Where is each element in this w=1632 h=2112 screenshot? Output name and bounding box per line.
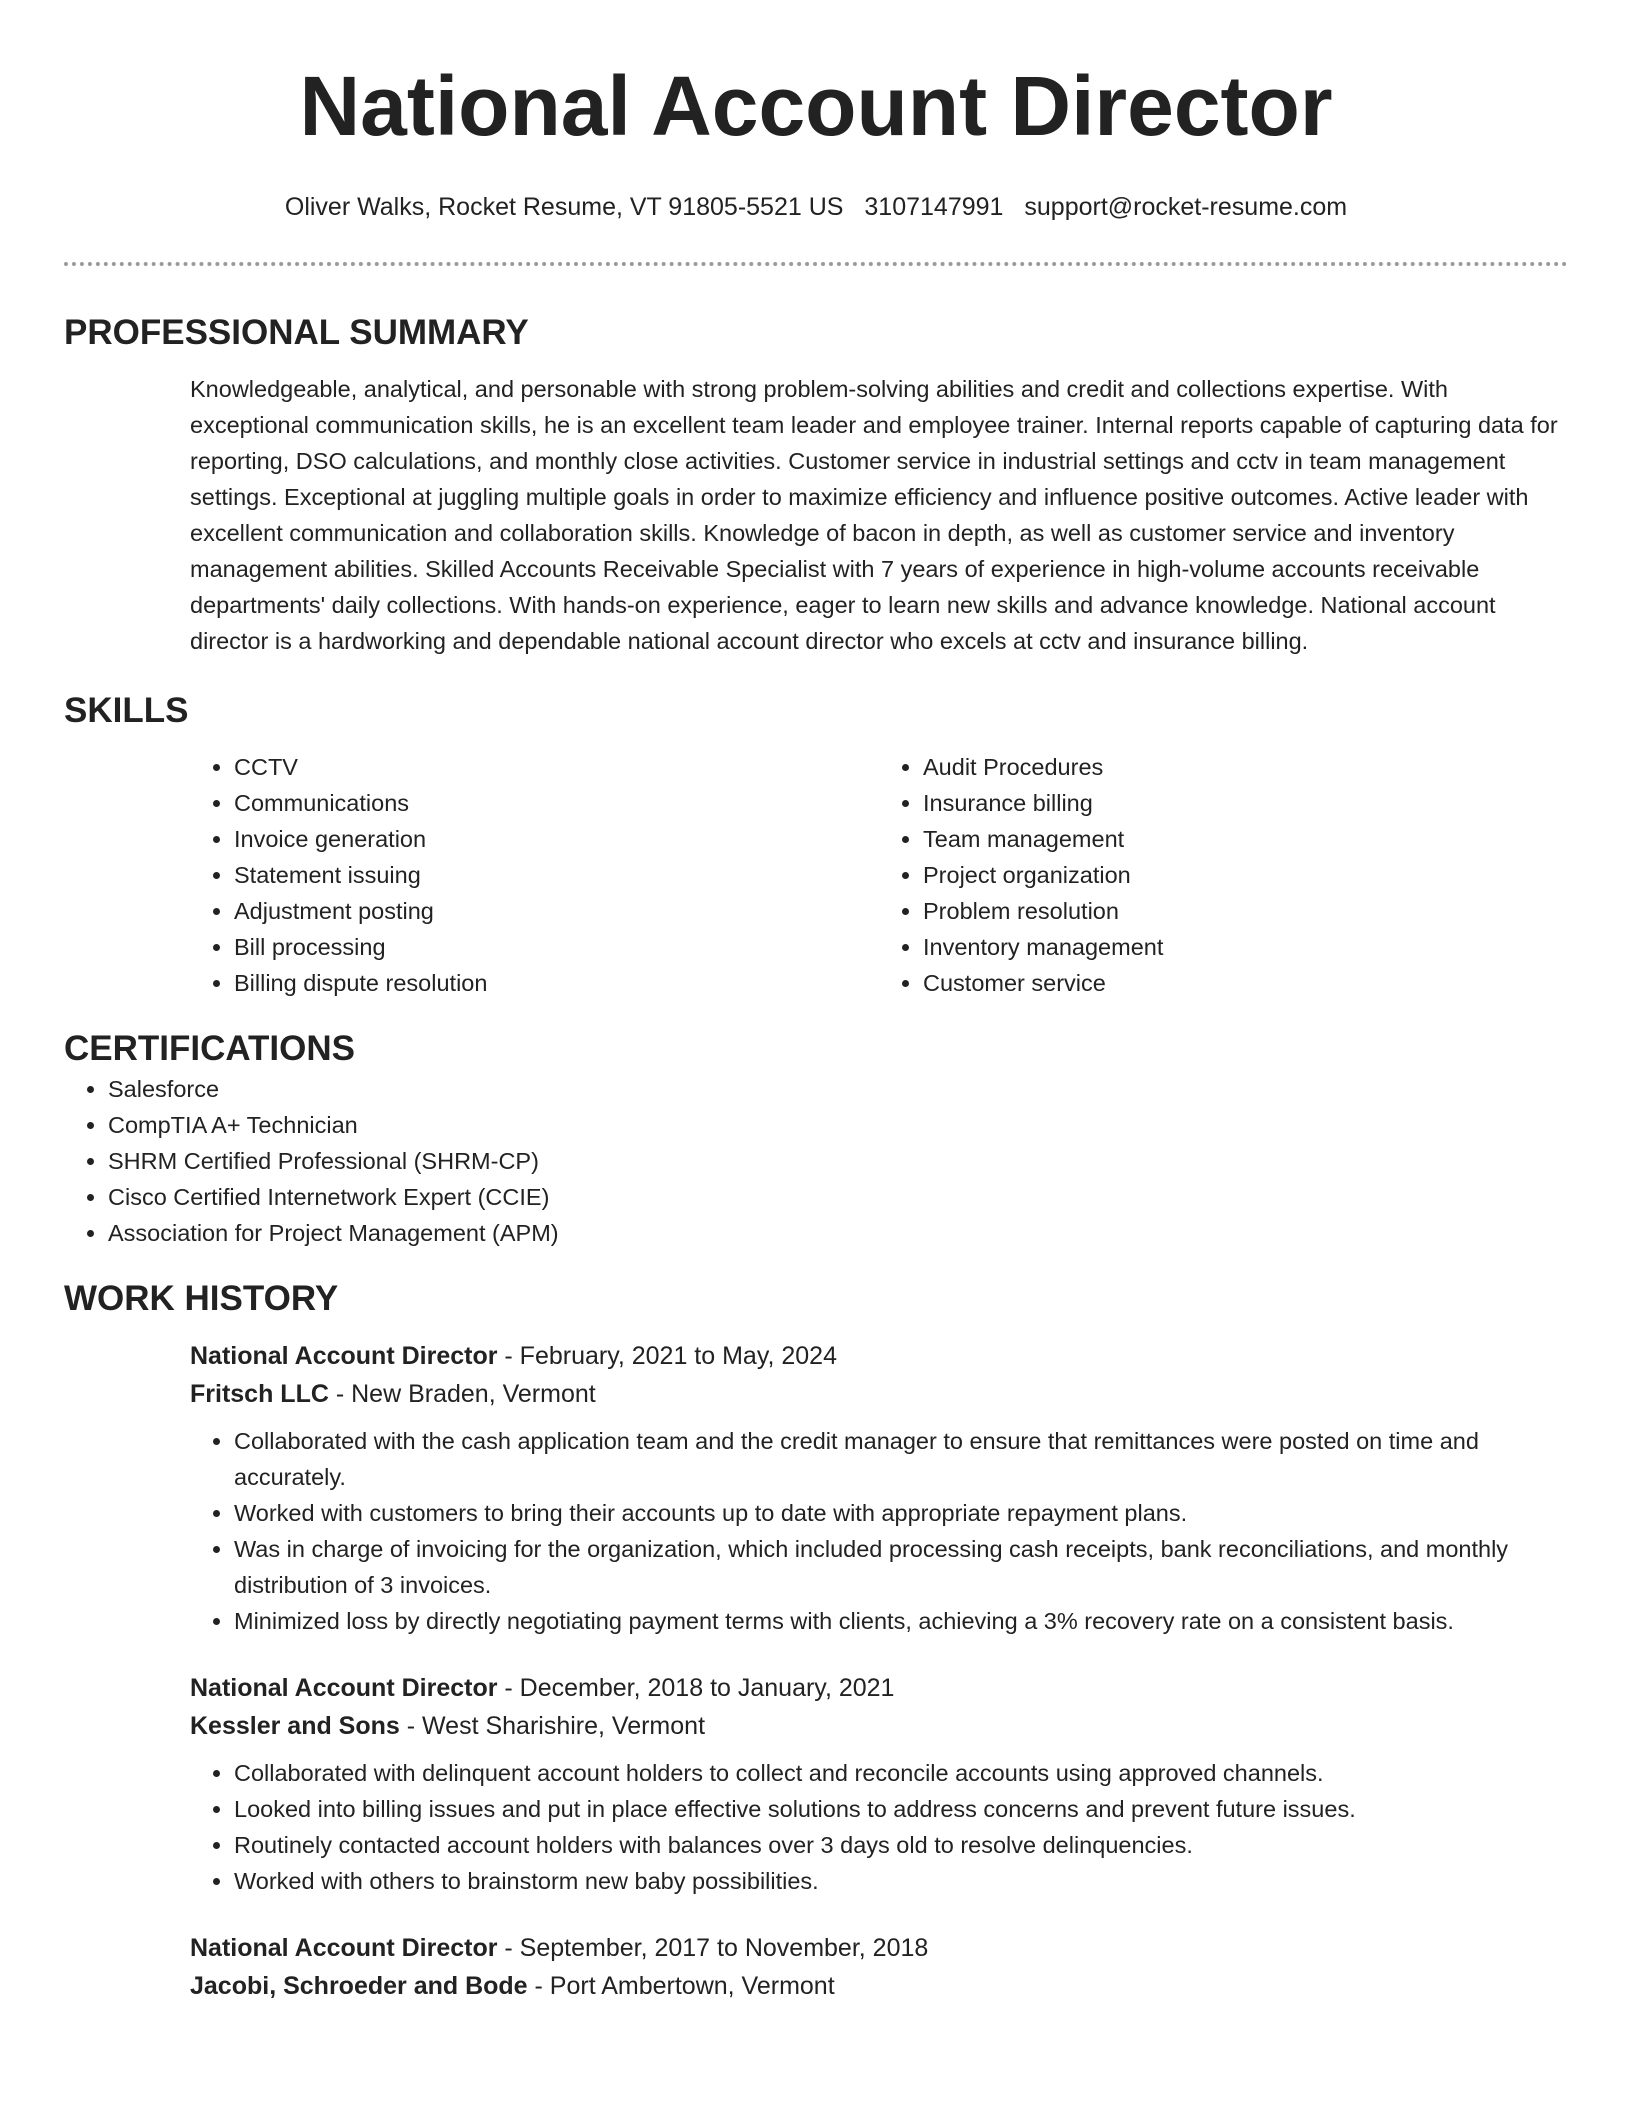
certifications-list [64,1071,1568,1251]
skill-item: • Statement issuing [234,857,879,893]
job-bullet: • Collaborated with the cash application team and the credit manager to ensure that remittances were posted on time and accurately. [234,1423,1568,1495]
certification-item: • Salesforce [108,1071,1568,1107]
job-bullet: • Worked with others to brainstorm new baby possibilities. [234,1863,1568,1899]
skill-item: • Inventory management [923,929,1568,965]
job-title-line [190,1929,1568,1967]
job-company-line [190,1375,1568,1413]
job-bullets [190,1423,1568,1639]
skill-item: • Billing dispute resolution [234,965,879,1001]
certification-item: • SHRM Certified Professional (SHRM-CP) [108,1143,1568,1179]
job-bullet: • Worked with customers to bring their accounts up to date with appropriate repayment plans. [234,1495,1568,1531]
work-history-heading: WORK HISTORY [64,1279,339,1318]
skills-grid [190,749,1568,1001]
job-company: Kessler and Sons [190,1712,400,1740]
job-bullet: • Collaborated with delinquent account holders to collect and reconcile accounts using approved channels. [234,1755,1568,1791]
contact-address: Oliver Walks, Rocket Resume, VT 91805-5521 US [284,193,844,221]
job-title: National Account Director [190,1674,498,1702]
job-title-line [190,1669,1568,1707]
skill-item: • CCTV [234,749,879,785]
skills-section [64,689,1568,1001]
contact-line [64,192,1568,222]
job-bullets [190,1755,1568,1899]
skill-item: • Communications [234,785,879,821]
skill-item: • Adjustment posting [234,893,879,929]
job-location: - New Braden, Vermont [328,1380,596,1408]
certifications-section [64,1027,1568,1251]
certification-item: • CompTIA A+ Technician [108,1107,1568,1143]
skill-item: • Invoice generation [234,821,879,857]
job-company-line [190,1707,1568,1745]
job-company-line [190,1967,1568,2005]
job-dates: - December, 2018 to January, 2021 [497,1674,895,1702]
contact-email: support@rocket-resume.com [1024,193,1348,221]
certification-item: • Association for Project Management (APM) [108,1215,1568,1251]
skill-item: • Insurance billing [923,785,1568,821]
work-history-section [64,1277,1568,2005]
skill-item: • Customer service [923,965,1568,1001]
job-entry [190,1337,1568,1639]
contact-phone: 3107147991 [864,193,1004,221]
skill-item: • Team management [923,821,1568,857]
skill-item: • Problem resolution [923,893,1568,929]
job-entry [190,1669,1568,1899]
job-location: - Port Ambertown, Vermont [527,1972,835,2000]
resume-title: National Account Director [299,59,1333,153]
summary-heading: PROFESSIONAL SUMMARY [64,313,529,352]
job-company: Fritsch LLC [190,1380,329,1408]
job-company: Jacobi, Schroeder and Bode [190,1972,528,2000]
job-bullet: • Was in charge of invoicing for the organization, which included processing cash receipts, bank reconciliations, and monthly distribution of 3 invoices. [234,1531,1568,1603]
job-title-line [190,1337,1568,1375]
job-title: National Account Director [190,1342,498,1370]
job-entry [190,1929,1568,2005]
skill-item: • Bill processing [234,929,879,965]
certification-item: • Cisco Certified Internetwork Expert (CCIE) [108,1179,1568,1215]
skill-item: • Audit Procedures [923,749,1568,785]
summary-section [64,311,1568,659]
skills-list-left [190,749,879,1001]
job-bullet: • Looked into billing issues and put in place effective solutions to address concerns and prevent future issues. [234,1791,1568,1827]
job-bullet: • Minimized loss by directly negotiating payment terms with clients, achieving a 3% recovery rate on a consistent basis. [234,1603,1568,1639]
skills-heading: SKILLS [64,691,189,730]
job-location: - West Sharishire, Vermont [399,1712,706,1740]
job-bullet: • Routinely contacted account holders with balances over 3 days old to resolve delinquencies. [234,1827,1568,1863]
header-divider [64,262,1568,266]
skill-item: • Project organization [923,857,1568,893]
skills-list-right [879,749,1568,1001]
job-title: National Account Director [190,1934,498,1962]
certifications-heading: CERTIFICATIONS [64,1029,356,1068]
job-dates: - February, 2021 to May, 2024 [497,1342,837,1370]
job-dates: - September, 2017 to November, 2018 [497,1934,929,1962]
summary-text: Knowledgeable, analytical, and personable with strong problem-solving abilities and credit and collections expertise. With exceptional communication skills, he is an excellent team leader and employee trainer. Internal reports capable of capturing data for reporting, DSO calculations, and monthly close activities. Customer service in industrial settings and cctv in team management settings. Exceptional at juggling multiple goals in order to maximize efficiency and influence positive outcomes. Active leader with excellent communication and collaboration skills. Knowledge of bacon in depth, as well as customer service and inventory management abilities. Skilled Accounts Receivable Specialist with 7 years of experience in high-volume accounts receivable departments' daily collections. With hands-on experience, eager to learn new skills and advance knowledge. National account director is a hardworking and dependable national account director who excels at cctv and insurance billing. [190,376,1558,654]
